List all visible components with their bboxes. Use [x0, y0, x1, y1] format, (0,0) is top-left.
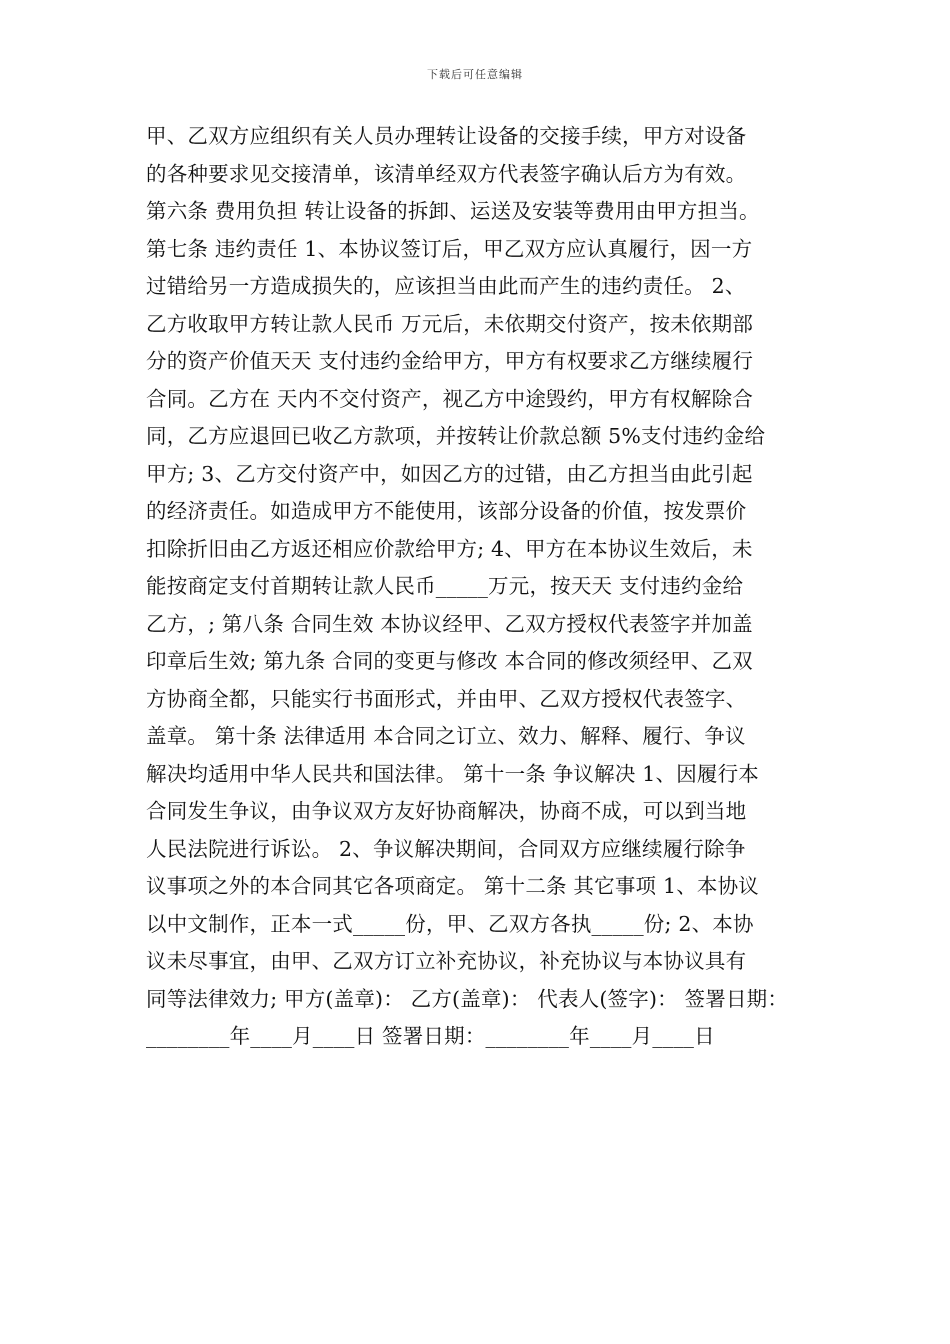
- text-line: 分的资产价值天天 支付违约金给甲方，甲方有权要求乙方继续履行: [146, 349, 754, 373]
- text-line: 同，乙方应退回已收乙方款项，并按转让价款总额 5%支付违约金给: [146, 424, 766, 448]
- page-header-note: 下载后可任意编辑: [427, 68, 523, 81]
- text-line: 甲方; 3、乙方交付资产中，如因乙方的过错，由乙方担当由此引起: [146, 461, 753, 486]
- text-line: 的经济责任。如造成甲方不能使用，该部分设备的价值，按发票价: [146, 499, 747, 523]
- text-line: 议未尽事宜，由甲、乙双方订立补充协议，补充协议与本协议具有: [146, 949, 747, 973]
- text-line: 的各种要求见交接清单，该清单经双方代表签字确认后方为有效。: [146, 161, 747, 186]
- text-line: 印章后生效; 第九条 合同的变更与修改 本合同的修改须经甲、乙双: [146, 649, 753, 673]
- text-line: 第七条 违约责任 1、本协议签订后，甲乙双方应认真履行，因一方: [146, 236, 753, 261]
- text-line: 乙方收取甲方转让款人民币 万元后，未依期交付资产，按未依期部: [146, 311, 754, 336]
- text-line: 人民法院进行诉讼。 2、争议解决期间，合同双方应继续履行除争: [146, 836, 746, 861]
- text-line: 合同发生争议，由争议双方友好协商解决，协商不成，可以到当地: [146, 799, 747, 823]
- text-line: 方协商全都，只能实行书面形式，并由甲、乙双方授权代表签字、: [146, 686, 747, 711]
- text-line: 合同。乙方在 天内不交付资产，视乙方中途毁约，甲方有权解除合: [146, 386, 754, 411]
- contract-body: [146, 118, 818, 1056]
- text-line: 过错给另一方造成损失的，应该担当由此而产生的违约责任。 2、: [146, 274, 746, 298]
- text-line: 扣除折旧由乙方返还相应价款给甲方; 4、甲方在本协议生效后，未: [146, 536, 753, 561]
- text-line: ________年____月____日 签署日期：________年____月____日: [146, 1024, 715, 1048]
- text-line: 盖章。 第十条 法律适用 本合同之订立、效力、解释、履行、争议: [146, 724, 746, 748]
- text-line: 甲、乙双方应组织有关人员办理转让设备的交接手续，甲方对设备: [146, 124, 747, 148]
- text-line: 能按商定支付首期转让款人民币_____万元，按天天 支付违约金给: [146, 574, 744, 598]
- text-line: 解决均适用中华人民共和国法律。 第十一条 争议解决 1、因履行本: [146, 761, 759, 786]
- text-line: 以中文制作，正本一式_____份，甲、乙双方各执_____份; 2、本协: [146, 911, 754, 936]
- text-line: 同等法律效力; 甲方(盖章)： 乙方(盖章)： 代表人(签字)： 签署日期：: [146, 986, 789, 1011]
- text-line: 议事项之外的本合同其它各项商定。 第十二条 其它事项 1、本协议: [146, 874, 759, 898]
- text-line: 乙方，; 第八条 合同生效 本协议经甲、乙双方授权代表签字并加盖: [146, 611, 753, 636]
- text-line: 第六条 费用负担 转让设备的拆卸、运送及安装等费用由甲方担当。: [146, 199, 760, 223]
